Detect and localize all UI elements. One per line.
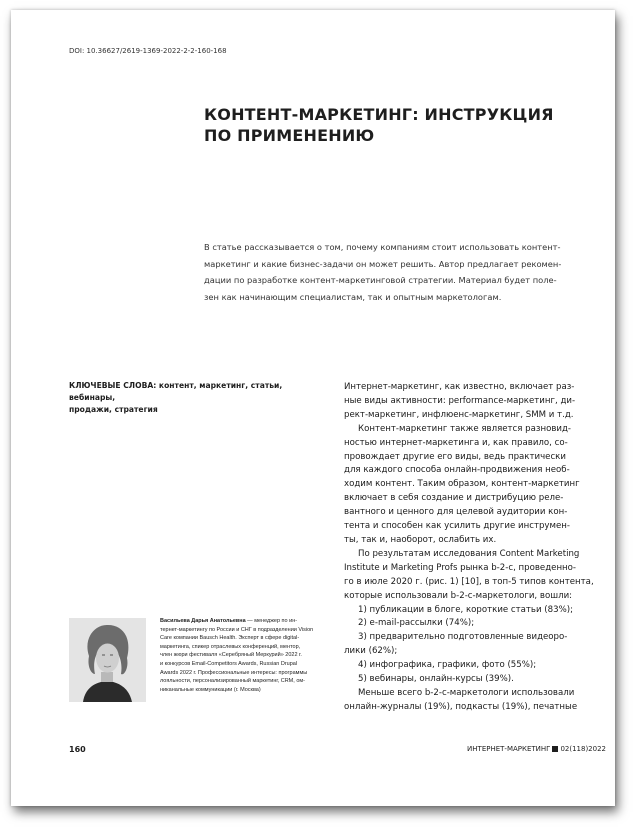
body-line: Меньше всего b-2-c-маркетологи использовали — [358, 687, 575, 698]
body-line: тента и способен как усилить другие инструмен- — [344, 521, 570, 532]
doi: DOI: 10.36627/2619-1369-2022-2-2-160-168 — [69, 47, 227, 55]
body-line: По результатам исследования Content Marketing — [358, 548, 580, 559]
body-line: 4) инфографика, графики, фото (55%); — [358, 660, 537, 671]
keywords — [69, 380, 319, 416]
title-line: ПО ПРИМЕНЕНИЮ — [204, 126, 375, 145]
abstract-line: зен как начинающим специалистам, так и опытным маркетологам. — [204, 291, 502, 302]
body-line: Интернет-маркетинг, как известно, включает раз- — [344, 382, 575, 392]
bio-line: лояльности, персонализированный маркетинг, CRM, ом- — [160, 678, 305, 685]
body-line: 2) e-mail-рассылки (74%); — [358, 618, 475, 629]
journal-name: ИНТЕРНЕТ-МАРКЕТИНГ — [467, 745, 551, 753]
bio-line: Care компании Bausch Health. Эксперт в сфере digital- — [160, 635, 300, 642]
bio-line: тернет-маркетингу по России и СНГ в подразделении Vision — [160, 626, 314, 633]
body-line: го в июле 2020 г. (рис. 1) [10], в топ-5 типов контента, — [344, 576, 594, 587]
body-line: ходим контент. Таким образом, контент-маркетинг — [344, 479, 580, 490]
abstract-line: дации по разработке контент-маркетинговой стратегии. Материал будет поле- — [204, 275, 557, 285]
abstract-line: В статье рассказывается о том, почему компаниям стоит использовать контент- — [204, 242, 561, 252]
bio-line: член жюри фестиваля «Серебряный Меркурий» 2022 г. — [160, 652, 302, 659]
body-line: 1) публикации в блоге, короткие статьи (83%); — [358, 604, 574, 615]
bio-line: маркетинга, спикер отраслевых конференций, ментор, — [160, 643, 301, 650]
body-line: вантного и ценного для целевой аудитории кон- — [344, 507, 568, 518]
bio-line — [160, 617, 330, 626]
body-line: ты, так и, наоборот, ослабить их. — [344, 534, 497, 545]
abstract — [204, 239, 596, 305]
journal-issue: 02(118)2022 — [560, 745, 606, 753]
abstract-line: маркетинг и какие бизнес-задачи он может решить. Автор предлагает рекомен- — [204, 258, 562, 269]
body-line: Контент-маркетинг также является разновид- — [358, 423, 572, 434]
body-line: онлайн-журналы (19%), подкасты (19%), печатные — [344, 701, 578, 712]
bio-line: Awards 2022 г. Профессиональные интересы: программы — [160, 669, 308, 676]
body-line: для каждого способа онлайн-продвижения необ- — [344, 465, 570, 476]
body-line: рект-маркетинг, инфлюенс-маркетинг, SMM и т.д. — [344, 409, 574, 420]
body-line: провождает другие его виды, ведь практически — [344, 451, 566, 462]
bio-line: и конкурсов Email-Competitors Awards, Russian Drupal — [160, 660, 298, 667]
body-line: лики (62%); — [344, 646, 398, 657]
author-name: Васильева Дарья Анатольевна — [160, 618, 246, 624]
bio-line: никанальные коммуникации (г. Москва) — [160, 686, 261, 693]
title-line: КОНТЕНТ-МАРКЕТИНГ: ИНСТРУКЦИЯ — [204, 105, 554, 124]
article-body — [344, 381, 596, 715]
article-title — [204, 104, 564, 146]
bio-text: — менеджер по ин- — [245, 618, 298, 624]
keywords-line: КЛЮЧЕВЫЕ СЛОВА: контент, маркетинг, статьи, вебинары, — [69, 381, 283, 402]
body-line: включает в себя создание и дистрибуцию реле- — [344, 493, 564, 504]
square-icon — [552, 746, 558, 752]
body-line: ностью интернет-маркетинга и, как правило, со- — [344, 437, 568, 448]
keywords-line: продажи, стратегия — [69, 405, 158, 414]
body-line: 5) вебинары, онлайн-курсы (39%). — [358, 674, 514, 685]
body-line: 3) предварительно подготовленные видеоро- — [358, 632, 568, 643]
body-line: которые использовали b-2-c-маркетологи, вошли: — [344, 590, 573, 601]
journal-footer — [467, 745, 606, 753]
body-line: Institute и Marketing Profs рынка b-2-c, проведенно- — [344, 562, 577, 573]
author-photo — [69, 618, 146, 702]
page-number: 160 — [69, 745, 86, 754]
body-line: ные виды активности: performance-маркетинг, ди- — [344, 395, 576, 406]
author-bio — [160, 617, 330, 694]
